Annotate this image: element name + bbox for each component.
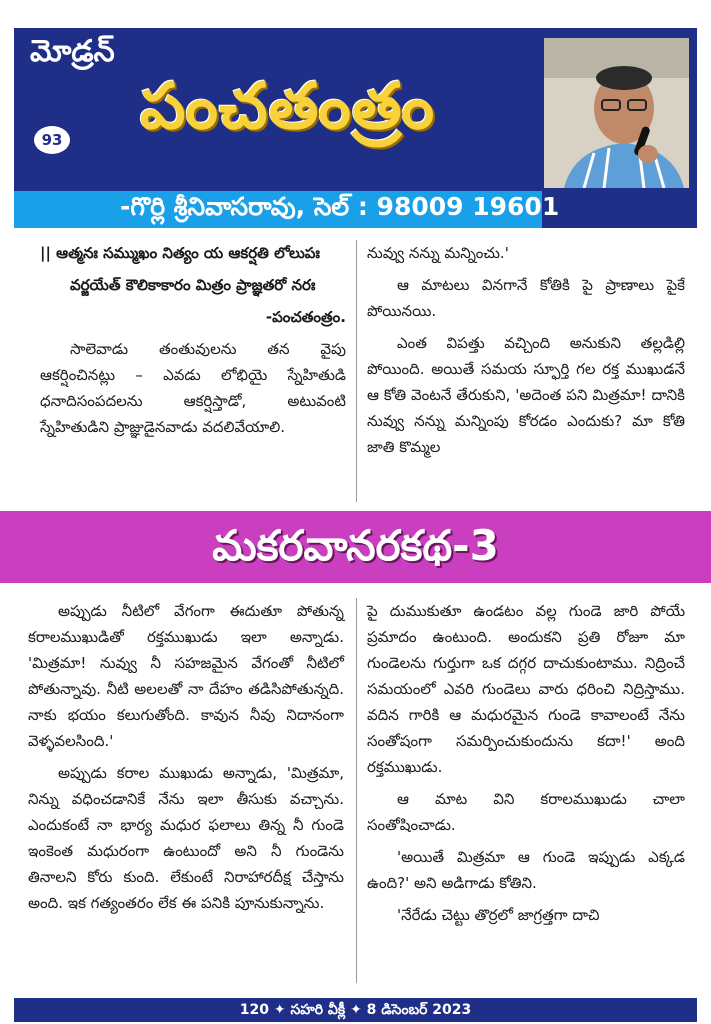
paragraph: ఎంత విపత్తు వచ్చింది అనుకుని తల్లడిల్లి పోయింది. అయితే సమయ స్ఫూర్తి గల రక్త ముఖుడనే ఆ కోతి వెంటనే తేరుకుని, 'అదెంత పని మిత్రమా! దానికి నువ్వు నన్ను మన్నింపు కోరడం ఎందుకు? మా కోతి జాతి కొమ్మల — [367, 334, 685, 456]
issue-number-badge: 93 — [34, 126, 70, 154]
paragraph: 'నేరేడు చెట్టు తొర్రలో జాగ్రత్తగా దాచి — [397, 906, 600, 924]
author-line: -గొర్లి శ్రీనివాసరావు, సెల్ : 98009 19601 — [120, 192, 560, 221]
paragraph: 'అయితే మిత్రమా ఆ గుండె ఇప్పుడు ఎక్కడ ఉంది?' అని అడిగాడు కోతిని. — [367, 848, 685, 892]
column-divider — [356, 240, 357, 502]
verse-line-2: వర్జయేత్ కౌలికాకారం మిత్రం ప్రాజ్ఞతరో నరః — [70, 276, 316, 294]
paragraph: అప్పుడు నీటిలో వేగంగా ఈదుతూ పోతున్న కరాలముఖుడితో రక్తముఖుడు ఇలా అన్నాడు. 'మిత్రమా! నువ్వు నీ సహజమైన వేగంతో నీటిలో పోతున్నావు. నీటి అలలతో నా దేహం తడిసిపోతున్నది. నాకు భయం కలుగుతోంది. కావున నీవు నిదానంగా వెళ్ళవలసింది.' — [28, 602, 344, 750]
paragraph: అప్పుడు కరాల ముఖుడు అన్నాడు, 'మిత్రమా, నిన్ను వధించడానికే నేను ఇలా తీసుకు వచ్చాను. ఎందుకంటే నా భార్య మధుర ఫలాలు తిన్న నీ గుండె ఇంకెంత మధురంగా ఉంటుందో అని నీ గుండెను తినాలని కోరు కుంది. లేకుంటే నిరాహారదీక్ష చేస్తాను అంది. ఇక గత్యంతరం లేక ఈ పనికి పూనుకున్నాను. — [28, 764, 344, 912]
paragraph: ఆ మాటలు వినగానే కోతికి పై ప్రాణాలు పైకే పోయినయి. — [367, 276, 685, 320]
kicker-text: మోడ్రన్ — [30, 34, 115, 69]
bottom-right-column — [367, 598, 685, 934]
paragraph: పై దుముకుతూ ఉండటం వల్ల గుండె జారి పోయే ప్రమాదం ఉంటుంది. అందుకని ప్రతి రోజూ మా గుండెలను గుర్తుగా ఒక దగ్గర దాచుకుంటాము. నిద్రించే సమయంలో ఎవరి గుండెలు వారు ధరించి నిద్రిస్తాము. వదిన గారికి ఆ మధురమైన గుండె కావాలంటే నేను సంతోషంగా సమర్పించుకుందును కదా!' అంది రక్తముఖుడు. — [367, 602, 685, 776]
author-photo — [544, 38, 689, 188]
paragraph: ఆ మాట విని కరాలముఖుడు చాలా సంతోషించాడు. — [367, 790, 685, 834]
section-title: మకరవానరకథ-3 — [212, 521, 499, 570]
paragraph: సాలెవాడు తంతువులను తన వైపు ఆకర్షించినట్లు – ఎవడు లోభియై స్నేహితుడి ధనాదిసంపదలను ఆకర్షిస్తాడో, అటువంటి స్నేహితుడిని ప్రాజ్ఞుడైనవాడు వదలివేయాలి. — [40, 340, 346, 436]
column-divider — [356, 598, 357, 983]
bottom-left-column — [28, 598, 344, 922]
top-right-column — [367, 240, 685, 466]
paragraph: నువ్వు నన్ను మన్నించు.' — [367, 244, 509, 262]
page-footer: 120 ✦ సహరి వీక్లీ ✦ 8 డిసెంబర్ 2023 — [14, 998, 697, 1022]
top-left-column — [40, 240, 346, 446]
column-title: పంచతంత్రం — [140, 70, 436, 144]
verse-line-1: || ఆత్మనః సమ్ముఖం నిత్యం య ఆకర్షతి లోలుపః — [40, 244, 320, 262]
verse-attribution: -పంచతంత్రం. — [265, 308, 346, 326]
